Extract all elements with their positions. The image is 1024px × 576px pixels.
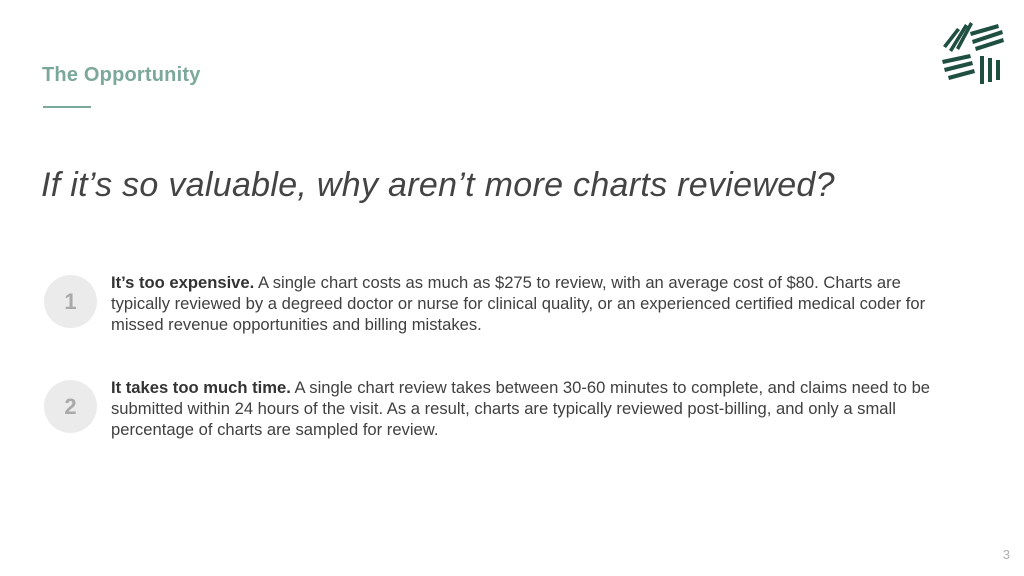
- company-logo-icon: [940, 16, 1006, 88]
- point-body: A single chart review takes between 30-60 minutes to complete, and claims need to be submitted within 24 hours of the visit. As a result, charts are typically reviewed post-billing, and only a small percentage of charts are sampled for review.: [111, 378, 931, 439]
- page-number: 3: [1002, 547, 1010, 562]
- point-number-badge: 1: [44, 275, 97, 328]
- point-title: It’s too expensive.: [111, 273, 255, 292]
- section-label: The Opportunity: [42, 64, 201, 86]
- slide-headline: If it’s so valuable, why aren’t more charts reviewed?: [41, 166, 835, 204]
- point-number-badge: 2: [44, 380, 97, 433]
- point-text: [111, 377, 943, 440]
- point-text: [111, 272, 943, 335]
- point-title: It takes too much time.: [111, 378, 291, 397]
- point-body: A single chart costs as much as $275 to review, with an average cost of $80. Charts are typically reviewed by a degreed doctor or nurse for clinical quality, or an experienced certified medical coder for missed revenue opportunities and billing mistakes.: [111, 273, 926, 334]
- section-divider: [43, 106, 91, 108]
